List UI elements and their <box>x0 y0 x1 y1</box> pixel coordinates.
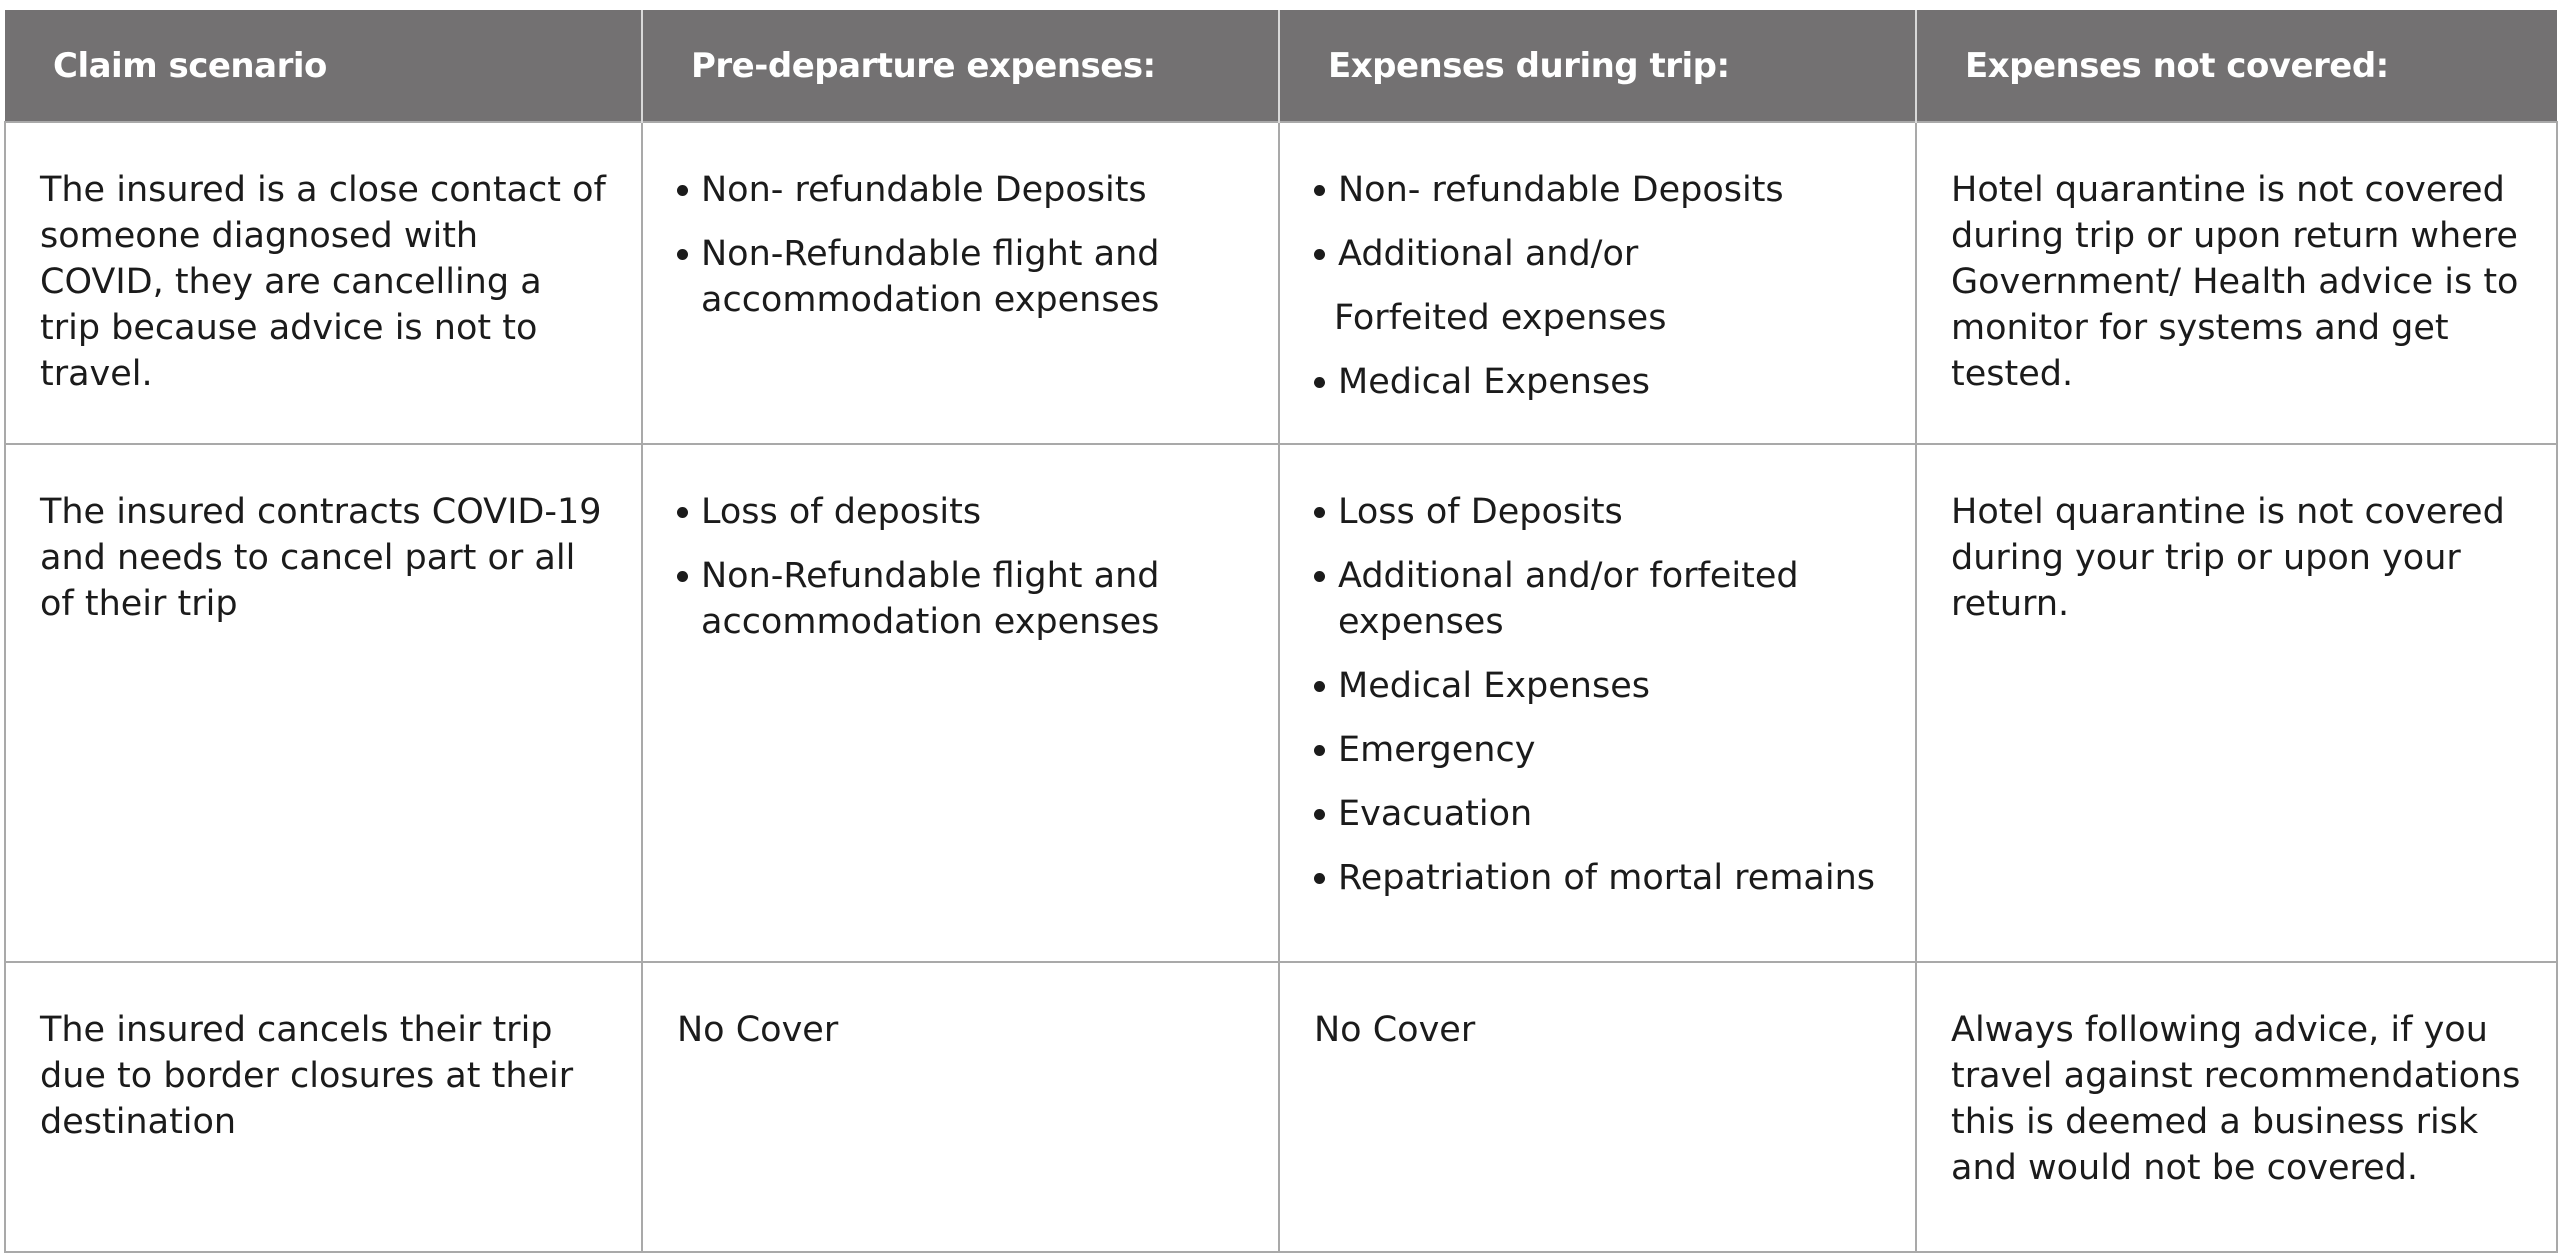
pre-departure-list <box>677 489 1248 645</box>
list-item <box>677 167 1248 213</box>
list-item-text: Non- refundable Deposits <box>1338 170 1784 210</box>
list-item <box>1314 295 1885 341</box>
list-item-text: Loss of Deposits <box>1338 492 1623 532</box>
list-item-text: Emergency <box>1338 730 1536 770</box>
scenario-text: The insured is a close contact of someone diagnosed with COVID, they are cancelling a trip because advice is not to travel. <box>40 170 606 394</box>
no-cover-text: No Cover <box>1314 1010 1476 1050</box>
list-item <box>1314 359 1885 405</box>
list-item <box>1314 489 1885 535</box>
bullet-icon <box>1314 681 1325 692</box>
scenario-cell <box>5 962 642 1252</box>
pre-departure-cell <box>642 444 1279 962</box>
list-item-text: Forfeited expenses <box>1334 298 1667 338</box>
not-covered-text: Always following advice, if you travel against recommendations this is deemed a business risk and would not be covered. <box>1951 1010 2521 1188</box>
pre-departure-cell <box>642 962 1279 1252</box>
list-item-text: Non- refundable Deposits <box>701 170 1147 210</box>
list-item <box>1314 791 1885 837</box>
bullet-icon <box>1314 745 1325 756</box>
bullet-icon <box>677 249 688 260</box>
list-item-text: Non-Refundable flight and accommodation expenses <box>701 556 1160 642</box>
not-covered-cell <box>1916 962 2557 1252</box>
not-covered-text: Hotel quarantine is not covered during trip or upon return where Government/ Health advice is to monitor for systems and get tested. <box>1951 170 2519 394</box>
list-item-text: Loss of deposits <box>701 492 982 532</box>
list-item <box>677 553 1248 645</box>
during-trip-cell <box>1279 122 1916 444</box>
during-trip-cell <box>1279 962 1916 1252</box>
list-item <box>677 231 1248 323</box>
scenario-text: The insured cancels their trip due to border closures at their destination <box>40 1010 574 1142</box>
table-row <box>5 962 2557 1252</box>
list-item <box>677 489 1248 535</box>
list-item-text: Medical Expenses <box>1338 666 1650 706</box>
covid-claim-coverage-table <box>4 10 2558 1253</box>
bullet-icon <box>1314 873 1325 884</box>
bullet-icon <box>1314 809 1325 820</box>
bullet-icon <box>1314 377 1325 388</box>
coverage-table-container <box>4 10 2556 1253</box>
list-item-text: Additional and/or forfeited expenses <box>1338 556 1799 642</box>
header-pre-departure-expenses: Pre-departure expenses: <box>642 10 1279 122</box>
list-item <box>1314 231 1885 277</box>
no-cover-text: No Cover <box>677 1010 839 1050</box>
list-item-text: Medical Expenses <box>1338 362 1650 402</box>
list-item <box>1314 855 1885 901</box>
header-expenses-not-covered: Expenses not covered: <box>1916 10 2557 122</box>
list-item <box>1314 167 1885 213</box>
header-claim-scenario: Claim scenario <box>5 10 642 122</box>
table-header-row <box>5 10 2557 122</box>
header-expenses-during-trip: Expenses during trip: <box>1279 10 1916 122</box>
not-covered-cell <box>1916 444 2557 962</box>
during-trip-list <box>1314 167 1885 405</box>
list-item <box>1314 553 1885 645</box>
list-item <box>1314 727 1885 773</box>
scenario-text: The insured contracts COVID-19 and needs to cancel part or all of their trip <box>40 492 602 624</box>
bullet-icon <box>677 507 688 518</box>
list-item <box>1314 663 1885 709</box>
list-item-text: Additional and/or <box>1338 234 1639 274</box>
scenario-cell <box>5 444 642 962</box>
table-row <box>5 444 2557 962</box>
during-trip-cell <box>1279 444 1916 962</box>
bullet-icon <box>677 571 688 582</box>
list-item-text: Non-Refundable flight and accommodation expenses <box>701 234 1160 320</box>
table-row <box>5 122 2557 444</box>
list-item-text: Evacuation <box>1338 794 1533 834</box>
not-covered-text: Hotel quarantine is not covered during your trip or upon your return. <box>1951 492 2505 624</box>
scenario-cell <box>5 122 642 444</box>
bullet-icon <box>677 185 688 196</box>
during-trip-list <box>1314 489 1885 901</box>
not-covered-cell <box>1916 122 2557 444</box>
bullet-icon <box>1314 249 1325 260</box>
bullet-icon <box>1314 507 1325 518</box>
bullet-icon <box>1314 185 1325 196</box>
pre-departure-list <box>677 167 1248 323</box>
list-item-text: Repatriation of mortal remains <box>1338 858 1876 898</box>
bullet-icon <box>1314 571 1325 582</box>
pre-departure-cell <box>642 122 1279 444</box>
